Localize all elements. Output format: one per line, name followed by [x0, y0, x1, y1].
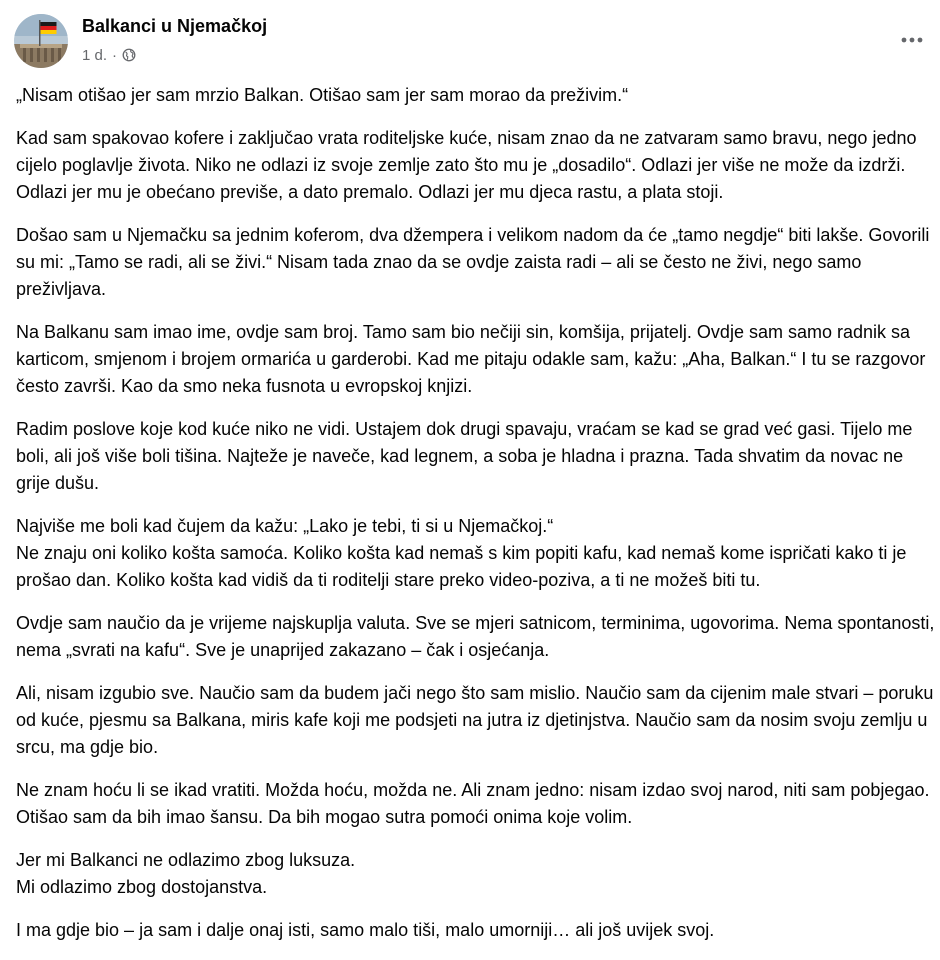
- post-paragraph: Ne znam hoću li se ikad vratiti. Možda hoću, možda ne. Ali znam jedno: nisam izdao svoj narod, niti sam pobjegao. Otišao sam da bih imao šansu. Da bih mogao sutra pomoći onima koje volim.: [16, 780, 930, 827]
- post-timestamp[interactable]: 1 d.: [82, 46, 108, 64]
- more-horizontal-icon: [900, 36, 924, 44]
- post-header: [0, 0, 940, 80]
- globe-icon: [122, 48, 136, 62]
- post-paragraph: „Nisam otišao jer sam mrzio Balkan. Otišao sam jer sam morao da preživim.“: [16, 85, 629, 105]
- meta-separator: ·: [112, 46, 118, 64]
- flag-building-avatar-icon: [14, 14, 68, 68]
- more-options-button[interactable]: [894, 22, 930, 58]
- post-paragraph: Radim poslove koje kod kuće niko ne vidi. Ustajem dok drugi spavaju, vraćam se kad se grad već gasi. Tijelo me boli, ali još više boli tišina. Najteže je naveče, kad legnem, a soba je hladna i prazna. Tada shvatim da novac ne grije dušu.: [16, 419, 913, 493]
- group-name[interactable]: Balkanci u Njemačkoj: [82, 16, 268, 36]
- post-paragraph: Kad sam spakovao kofere i zaključao vrata roditeljske kuće, nisam znao da ne zatvaram samo bravu, nego jedno cijelo poglavlje života. Niko ne odlazi iz svoje zemlje zato što mu je „dosadilo“. Odlazi jer više ne može da izdrži. Odlazi jer mu je obećano previše, a dato premalo. Odlazi jer mu djeca rastu, a plata stoji.: [16, 128, 917, 202]
- group-avatar[interactable]: [14, 14, 68, 68]
- post-paragraph: Najviše me boli kad čujem da kažu: „Lako je tebi, ti si u Njemačkoj.“ Ne znaju oni koliko košta samoća. Koliko košta kad nemaš s kim popiti kafu, kad nemaš kome ispričati kako ti je prošao dan. Koliko košta kad vidiš da ti roditelji stare preko video-poziva, a ti ne možeš biti tu.: [16, 516, 907, 590]
- post-paragraph: Ali, nisam izgubio sve. Naučio sam da budem jači nego što sam mislio. Naučio sam da cijenim male stvari – poruku od kuće, pjesmu sa Balkana, miris kafe koji me podsjeti na jutra iz djetinjstva. Naučio sam da nosim svoju zemlju u srcu, ma gdje bio.: [16, 683, 934, 757]
- post-paragraph: Jer mi Balkanci ne odlazimo zbog luksuza. Mi odlazimo zbog dostojanstva.: [16, 850, 356, 897]
- post-paragraph: Došao sam u Njemačku sa jednim koferom, dva džempera i velikom nadom da će „tamo negdje“ biti lakše. Govorili su mi: „Tamo se radi, ali se živi.“ Nisam tada znao da se ovdje zaista radi – ali se često ne živi, nego samo preživljava.: [16, 225, 930, 299]
- post-body: [16, 82, 936, 960]
- post-meta: [82, 45, 136, 65]
- post-paragraph: I ma gdje bio – ja sam i dalje onaj isti, samo malo tiši, malo umorniji… ali još uvijek svoj.: [16, 920, 715, 940]
- post-paragraph: Ovdje sam naučio da je vrijeme najskuplja valuta. Sve se mjeri satnicom, terminima, ugovorima. Nema spontanosti, nema „svrati na kafu“. Sve je unaprijed zakazano – čak i osjećanja.: [16, 613, 935, 660]
- post-paragraph: Na Balkanu sam imao ime, ovdje sam broj. Tamo sam bio nečiji sin, komšija, prijatelj. Ovdje sam samo radnik sa karticom, smjenom i brojem ormarića u garderobi. Kad me pitaju odakle sam, kažu: „Aha, Balkan.“ I tu se razgovor često završi. Kao da smo neka fusnota u evropskoj knjizi.: [16, 322, 926, 396]
